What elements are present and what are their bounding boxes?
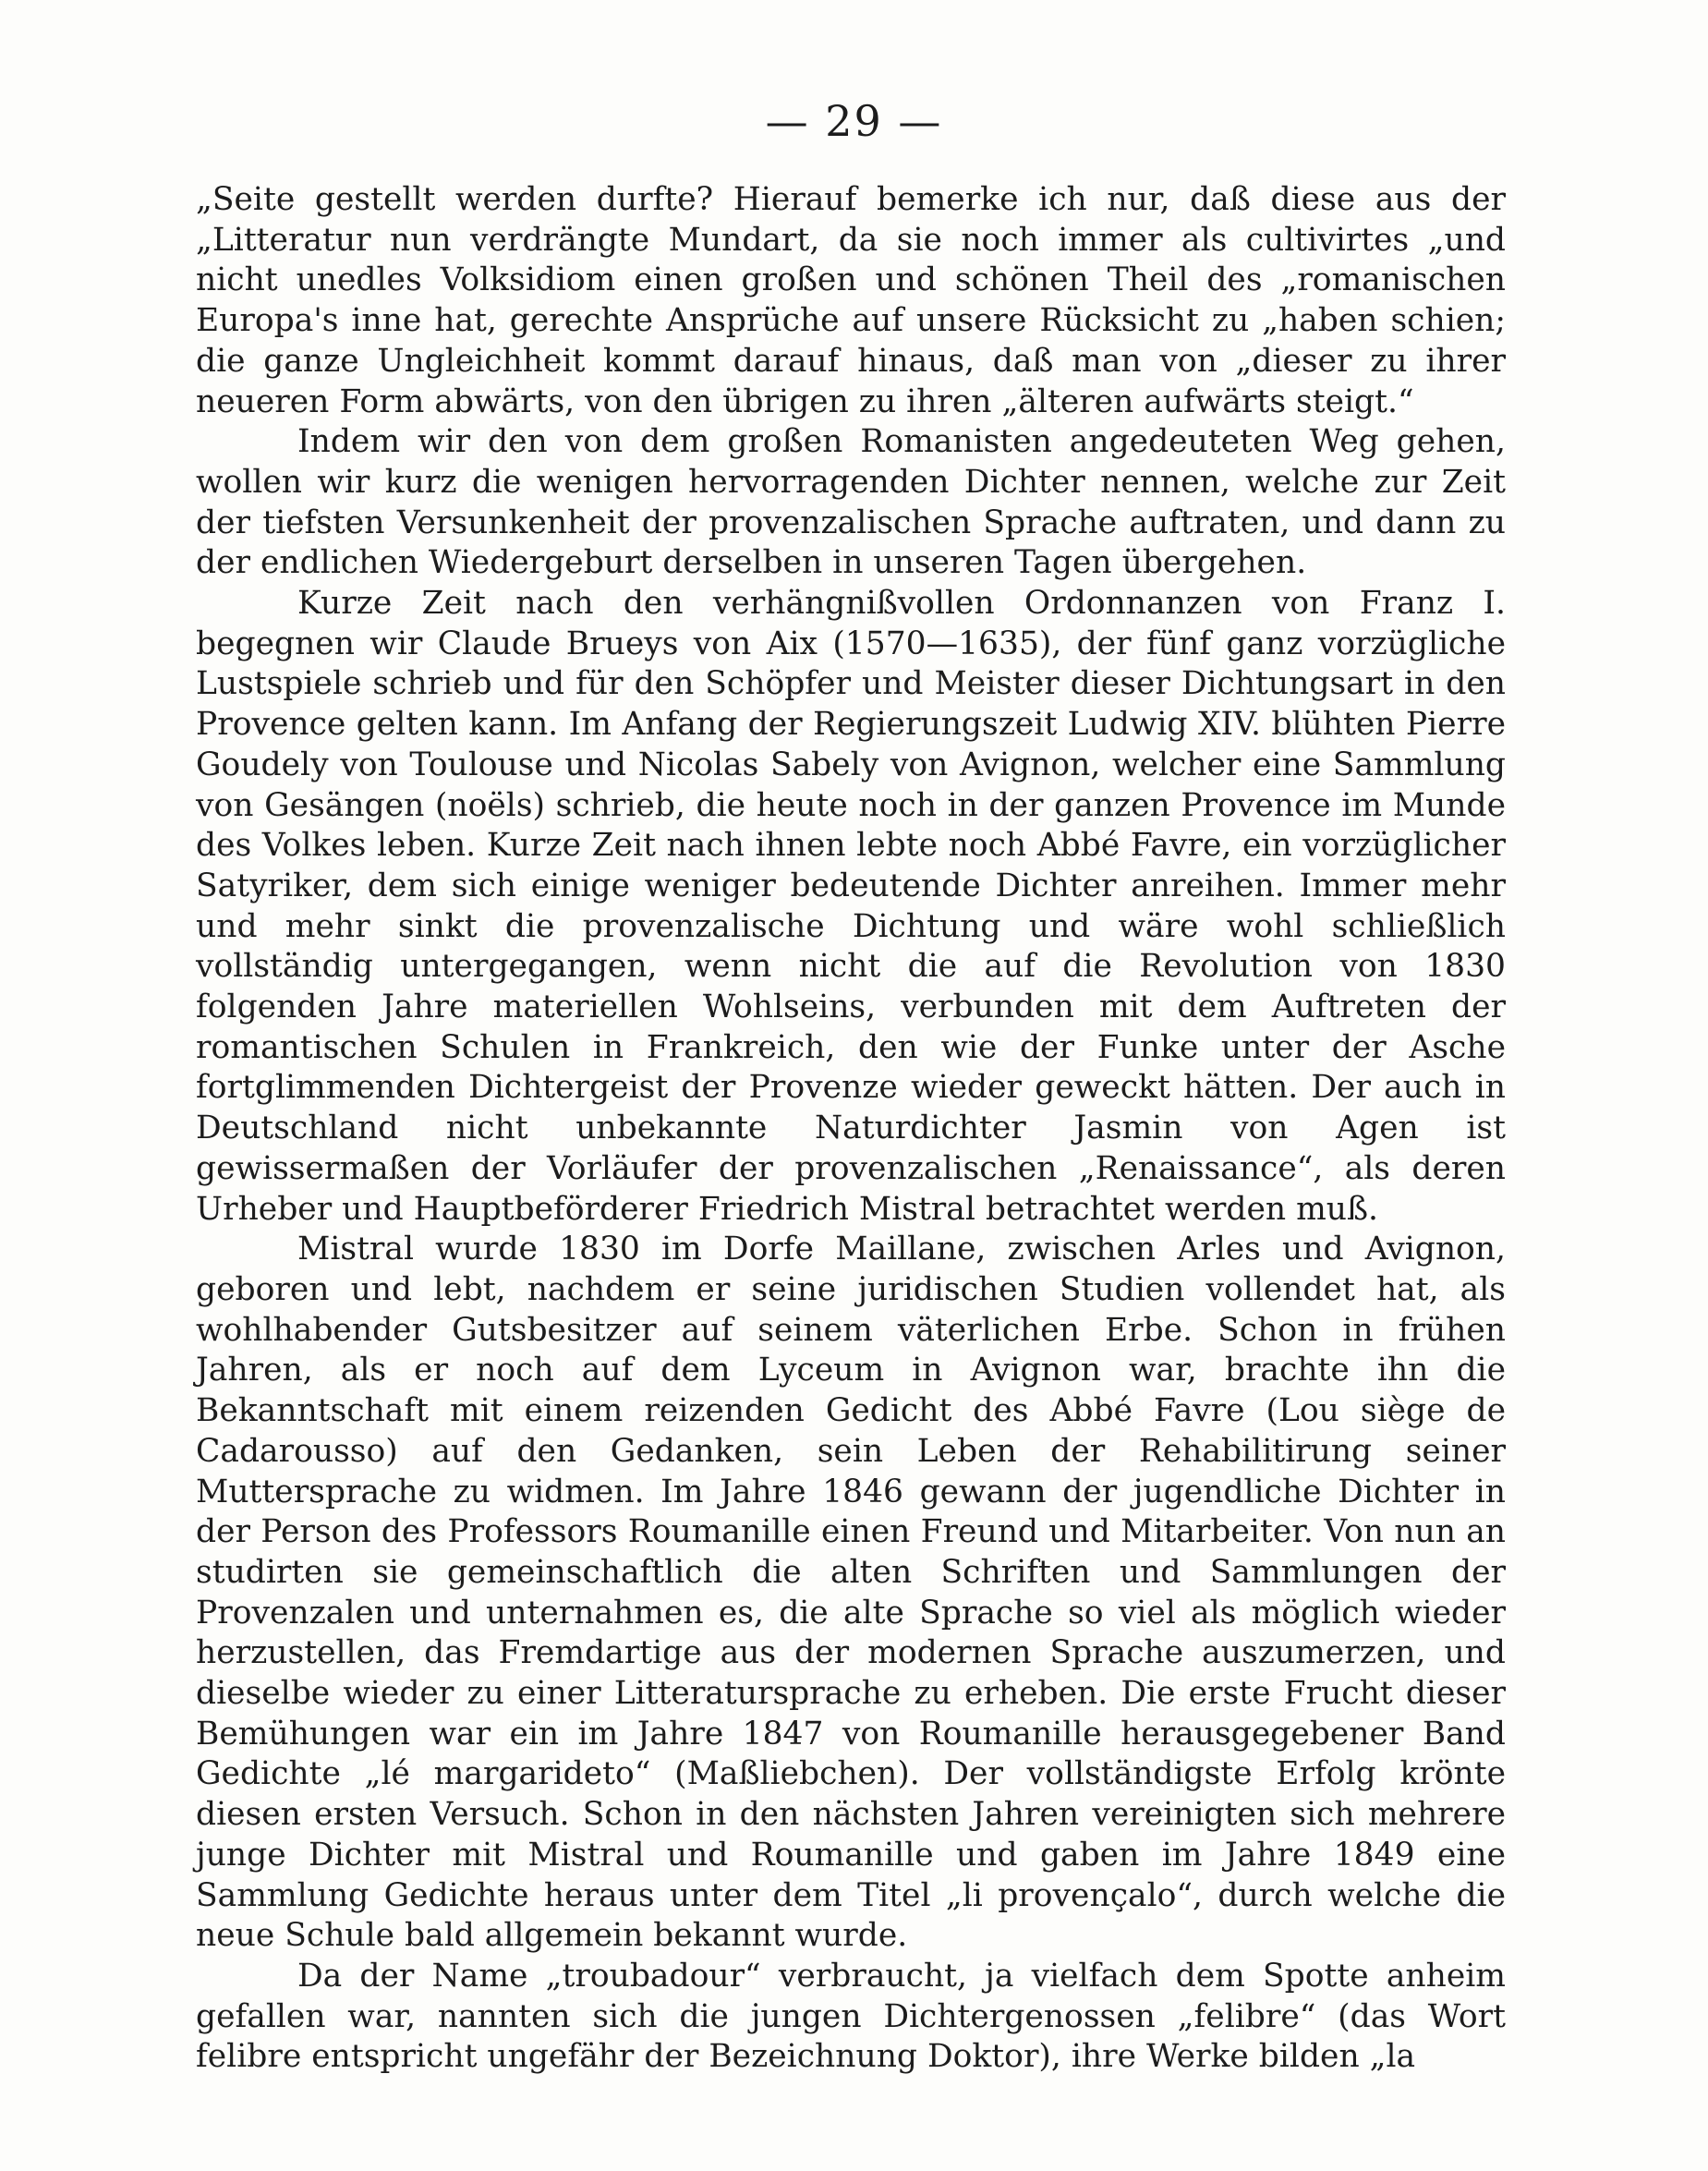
paragraph-mistral: Mistral wurde 1830 im Dorfe Maillane, zwischen Arles und Avignon, geboren und lebt, nachdem er seine juridischen Studien vollendet hat, als wohlhabender Gutsbesitzer auf seinem väterlichen Erbe. Schon in frühen Jahren, als er noch auf dem Lyceum in Avignon war, brachte ihn die Bekanntschaft mit einem reizenden Gedicht des Abbé Favre (Lou siège de Cadarousso) auf den Gedanken, sein Leben der Rehabilitirung seiner Muttersprache zu widmen. Im Jahre 1846 gewann der jugendliche Dichter in der Person des Professors Roumanille einen Freund und Mitarbeiter. Von nun an studirten sie gemeinschaftlich die alten Schriften und Sammlungen der Provenzalen und unternahmen es, die alte Sprache so viel als möglich wieder herzustellen, das Fremdartige aus der modernen Sprache auszumerzen, und dieselbe wieder zu einer Litteratursprache zu erheben. Die erste Frucht dieser Bemühungen war ein im Jahre 1847 von Roumanille herausgegebener Band Gedichte „lé margarideto“ (Maßliebchen). Der vollständigste Erfolg krönte diesen ersten Versuch. Schon in den nächsten Jahren vereinigten sich mehrere junge Dichter mit Mistral und Roumanille und gaben im Jahre 1849 eine Sammlung Gedichte heraus unter dem Titel „li provençalo“, durch welche die neue Schule bald allgemein bekannt wurde. [196, 1231, 1506, 1955]
paragraph-quote-continuation: „Seite gestellt werden durfte? Hierauf bemerke ich nur, daß diese aus der „Litteratur nun verdrängte Mundart, da sie noch immer als cultivirtes „und nicht unedles Volksidiom einen großen und schönen Theil des „romanischen Europa's inne hat, gerechte Ansprüche auf unsere Rücksicht zu „haben schien; die ganze Ungleichheit kommt darauf hinaus, daß man von „dieser zu ihrer neueren Form abwärts, von den übrigen zu ihren „älteren aufwärts steigt.“ [196, 181, 1506, 420]
page-number: — 29 — [765, 96, 943, 146]
body-text [196, 180, 1506, 2078]
paragraph-felibre: Da der Name „troubadour“ verbraucht, ja vielfach dem Spotte anheim gefallen war, nannten sich die jungen Dichtergenossen „felibre“ (das Wort felibre entspricht ungefähr der Bezeichnung Doktor), ihre Werke bilden „la [196, 1957, 1506, 2076]
paragraph-poets-history: Kurze Zeit nach den verhängnißvollen Ordonnanzen von Franz I. begegnen wir Claude Brueys von Aix (1570—1635), der fünf ganz vorzügliche Lustspiele schrieb und für den Schöpfer und Meister dieser Dichtungsart in den Provence gelten kann. Im Anfang der Regierungszeit Ludwig XIV. blühten Pierre Goudely von Toulouse und Nicolas Sabely von Avignon, welcher eine Sammlung von Gesängen (noëls) schrieb, die heute noch in der ganzen Provence im Munde des Volkes leben. Kurze Zeit nach ihnen lebte noch Abbé Favre, ein vorzüglicher Satyriker, dem sich einige weniger bedeutende Dichter anreihen. Immer mehr und mehr sinkt die provenzalische Dichtung und wäre wohl schließlich vollständig untergegangen, wenn nicht die auf die Revolution von 1830 folgenden Jahre materiellen Wohlseins, verbunden mit dem Auftreten der romantischen Schulen in Frankreich, den wie der Funke unter der Asche fortglimmenden Dichtergeist der Provenze wieder geweckt hätten. Der auch in Deutschland nicht unbekannte Naturdichter Jasmin von Agen ist gewissermaßen der Vorläufer der provenzalischen „Renaissance“, als deren Urheber und Hauptbeförderer Friedrich Mistral betrachtet werden muß. [196, 585, 1506, 1228]
paragraph-romanist-path: Indem wir den von dem großen Romanisten angedeuteten Weg gehen, wollen wir kurz die wenigen hervorragenden Dichter nennen, welche zur Zeit der tiefsten Versunkenheit der provenzalischen Sprache auftraten, und dann zu der endlichen Wiedergeburt derselben in unseren Tagen übergehen. [196, 423, 1506, 582]
